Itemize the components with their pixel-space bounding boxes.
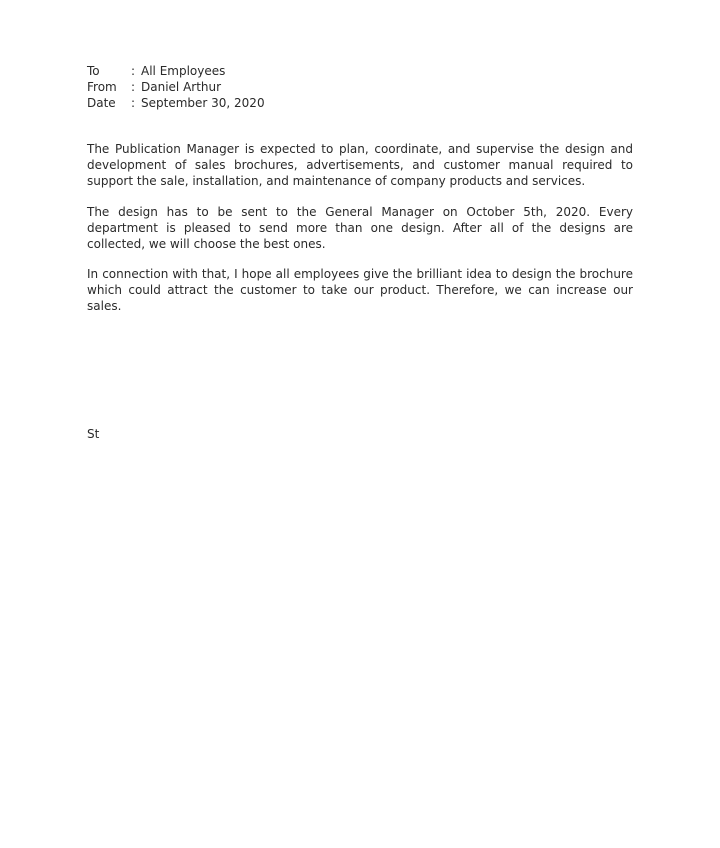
paragraph-1: The Publication Manager is expected to plan, coordinate, and supervise the design and development of sales brochures, advertisements, and customer manual required to support the sale, installation, and maintenance of company products and services. xyxy=(87,142,633,188)
paragraph-3: In connection with that, I hope all employees give the brilliant idea to design the brochure which could attract the customer to take our product. Therefore, we can increase our sales. xyxy=(87,267,633,313)
to-row xyxy=(87,63,265,79)
memo-body xyxy=(87,141,633,329)
from-label: From xyxy=(87,80,117,94)
to-value: All Employees xyxy=(141,64,226,78)
paragraph-2: The design has to be sent to the General Manager on October 5th, 2020. Every department is pleased to send more than one design. After all of the designs are collected, we will choose the best ones. xyxy=(87,205,633,251)
to-label: To xyxy=(87,64,100,78)
date-separator: : xyxy=(131,96,136,110)
date-value: September 30, 2020 xyxy=(141,96,265,110)
from-separator: : xyxy=(131,80,136,94)
from-value: Daniel Arthur xyxy=(141,80,222,94)
date-label: Date xyxy=(87,96,116,110)
date-row xyxy=(87,95,265,111)
from-row xyxy=(87,79,265,95)
signoff-text: St xyxy=(87,427,100,441)
memo-header xyxy=(87,63,265,111)
to-separator: : xyxy=(131,64,136,78)
